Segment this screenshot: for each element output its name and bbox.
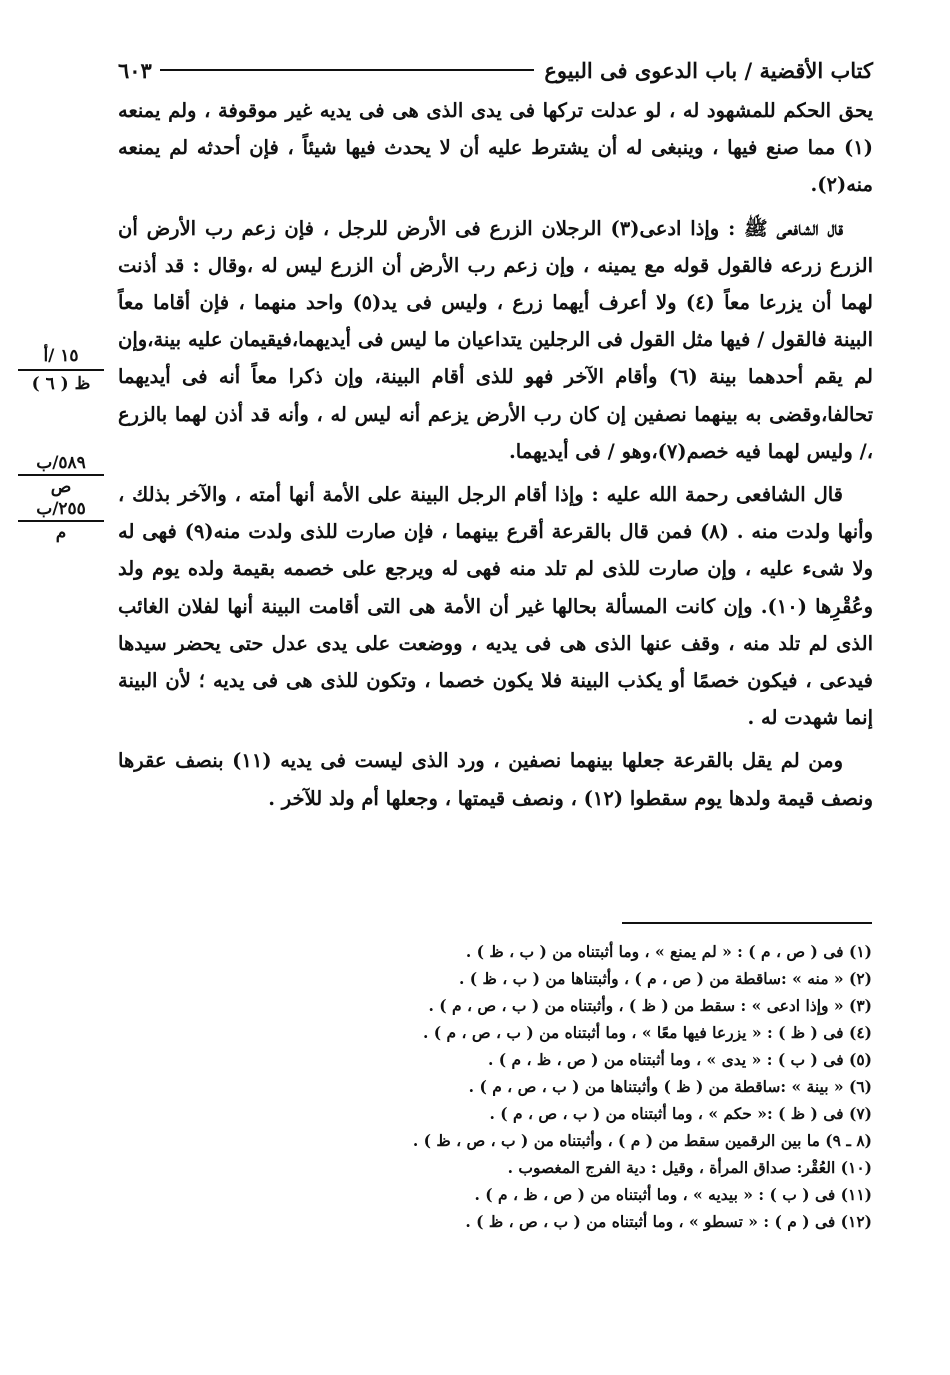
footnotes <box>200 938 872 1235</box>
speaker-label: قال الشافعى ﷺ : <box>728 216 843 240</box>
footnote: (٥) فى ( ب ) : « يدى » ، وما أثبتناه من ( ص ، ظ ، م ) . <box>487 1050 872 1069</box>
margin-note-line: م <box>55 523 67 543</box>
paragraph <box>118 476 873 736</box>
header-rule <box>160 69 535 71</box>
margin-note-bottom: ظ ( ٦ ) <box>31 374 91 394</box>
paragraph-text: يحق الحكم للمشهود له ، لو عدلت تركها فى يدى الذى هى فى يديه غير موقوفة ، ولم يمنعه (١) مما صنع فيها ، وينبغى له أن يشترط عليه أن لا يحدث فيها شيئاً ، فإن أحدثه لم يمنعه منه(٢). <box>118 99 873 197</box>
footnote-rule <box>622 922 872 924</box>
footnote: (١) فى ( ص ، م ) : « لم يمنع » ، وما أثبتناه من ( ب ، ظ ) . <box>465 942 872 961</box>
footnote: (٧) فى ( ظ ) :« حكم » ، وما أثبتناه من ( ب ، ص ، م ) . <box>489 1104 872 1123</box>
footnote: (١١) فى ( ب ) : « بيديه » ، وما أثبتناه من ( ص ، ظ ، م ) . <box>474 1185 872 1204</box>
paragraph-text: رحمة الله عليه : وإذا أقام الرجل البينة على الأمة أنها أمته ، والآخر بذلك ، وأنها ولدت منه . (٨) فمن قال بالقرعة أقرع بينهما ، فإن صارت للذى ولدت منه(٩) فهى له ولا شىء عليه ، وإن صارت للذى لم تلد منه فهى له ويرجع على خصمه بقيمة ولده يوم ولد وعُقْرِها (١٠). وإن كانت المسألة بحالها غير أن الأمة هى التى أقامت البينة أنها لفلان الغائب الذى لم تلد منه ، وقف عنها الذى هى فى يديه ، ووضعت على يدى عدل حتى يحضر سيدها فيدعى ، فيكون خصمًا أو يكذب البينة فلا يكون خصما ، وتكون للذى هى فى يديه ؛ لأن البينة إنما شهدت له . <box>118 483 873 730</box>
paragraph <box>118 92 873 204</box>
footnote: (١٠) العُقْر: صداق المرأة ، وقيل : دية الفرج المغصوب . <box>507 1158 872 1177</box>
margin-note-line: ص <box>50 477 72 497</box>
margin-note-manuscript-folios <box>18 452 104 544</box>
speaker-label: قال الشافعى <box>736 483 843 507</box>
running-header <box>118 50 873 90</box>
margin-note-top: ١٥ /أ <box>18 345 104 371</box>
footnote: (٣) « وإذا ادعى » : سقط من ( ظ ) ، وأثبتناه من ( ب ، ص ، م ) . <box>428 996 872 1015</box>
footnote: (٨ ـ ٩) ما بين الرقمين سقط من ( م ) ، وأثبتناه من ( ب ، ص ، ظ ) . <box>412 1131 872 1150</box>
margin-note-line: ٥٨٩/ب <box>18 452 104 476</box>
footnote: (٤) فى ( ظ ) : « يزرعا فيها معًا » ، وما أثبتناه من ( ب ، ص ، م ) . <box>422 1023 872 1042</box>
paragraph-text: وإذا ادعى(٣) الرجلان الزرع فى الأرض للرجل ، فإن زعم رب الأرض أن الزرع زرعه فالقول قوله مع يمينه ، وإن زعم رب الأرض أن الزرع ليس له ،وقال : قد أذنت لهما أن يزرعا معاً (٤) ولا أعرف أيهما زرع ، وليس فى يد(٥) واحد منهما ، فإن أقاما معاً البينة فالقول / فيها مثل القول فى الرجلين يتداعيان ما ليس فى أيديهما،فيقيمان عليه بينة،وإن لم يقم أحدهما بينة (٦) وأقام الآخر فهو للذى أقام البينة، وإن ذكرا معاً أنه فى أيديهما تحالفا،وقضى به بينهما نصفين إن كان رب الأرض يزعم أنه ليس له ، وأنه قد أذن لهما بالزرع ،/ وليس لهما فيه خصم(٧)،وهو / فى أيديهما. <box>118 216 873 463</box>
margin-note-line: ٢٥٥/ب <box>18 498 104 522</box>
footnote: (٦) « بينة » :ساقطة من ( ظ ) وأثبتناها من ( ب ، ص ، م ) . <box>468 1077 872 1096</box>
paragraph <box>118 210 873 470</box>
paragraph-text: ومن لم يقل بالقرعة جعلها بينهما نصفين ، ورد الذى ليست فى يديه (١١) بنصف عقرها ونصف قيمة ولدها يوم سقطوا (١٢) ، ونصف قيمتها ، وجعلها أم ولد للآخر . <box>118 749 873 810</box>
page-number: ٦٠٣ <box>118 57 152 83</box>
margin-note-manuscript-folio <box>18 345 104 395</box>
footnote: (٢) « منه » :ساقطة من ( ص ، م ) ، وأثبتناها من ( ب ، ظ ) . <box>458 969 872 988</box>
paragraph <box>118 742 873 816</box>
footnote: (١٢) فى ( م ) : « تسطو » ، وما أثبتناه من ( ب ، ص ، ظ ) . <box>465 1212 872 1231</box>
main-text <box>118 92 873 823</box>
running-title: كتاب الأقضية / باب الدعوى فى البيوع <box>544 57 873 83</box>
